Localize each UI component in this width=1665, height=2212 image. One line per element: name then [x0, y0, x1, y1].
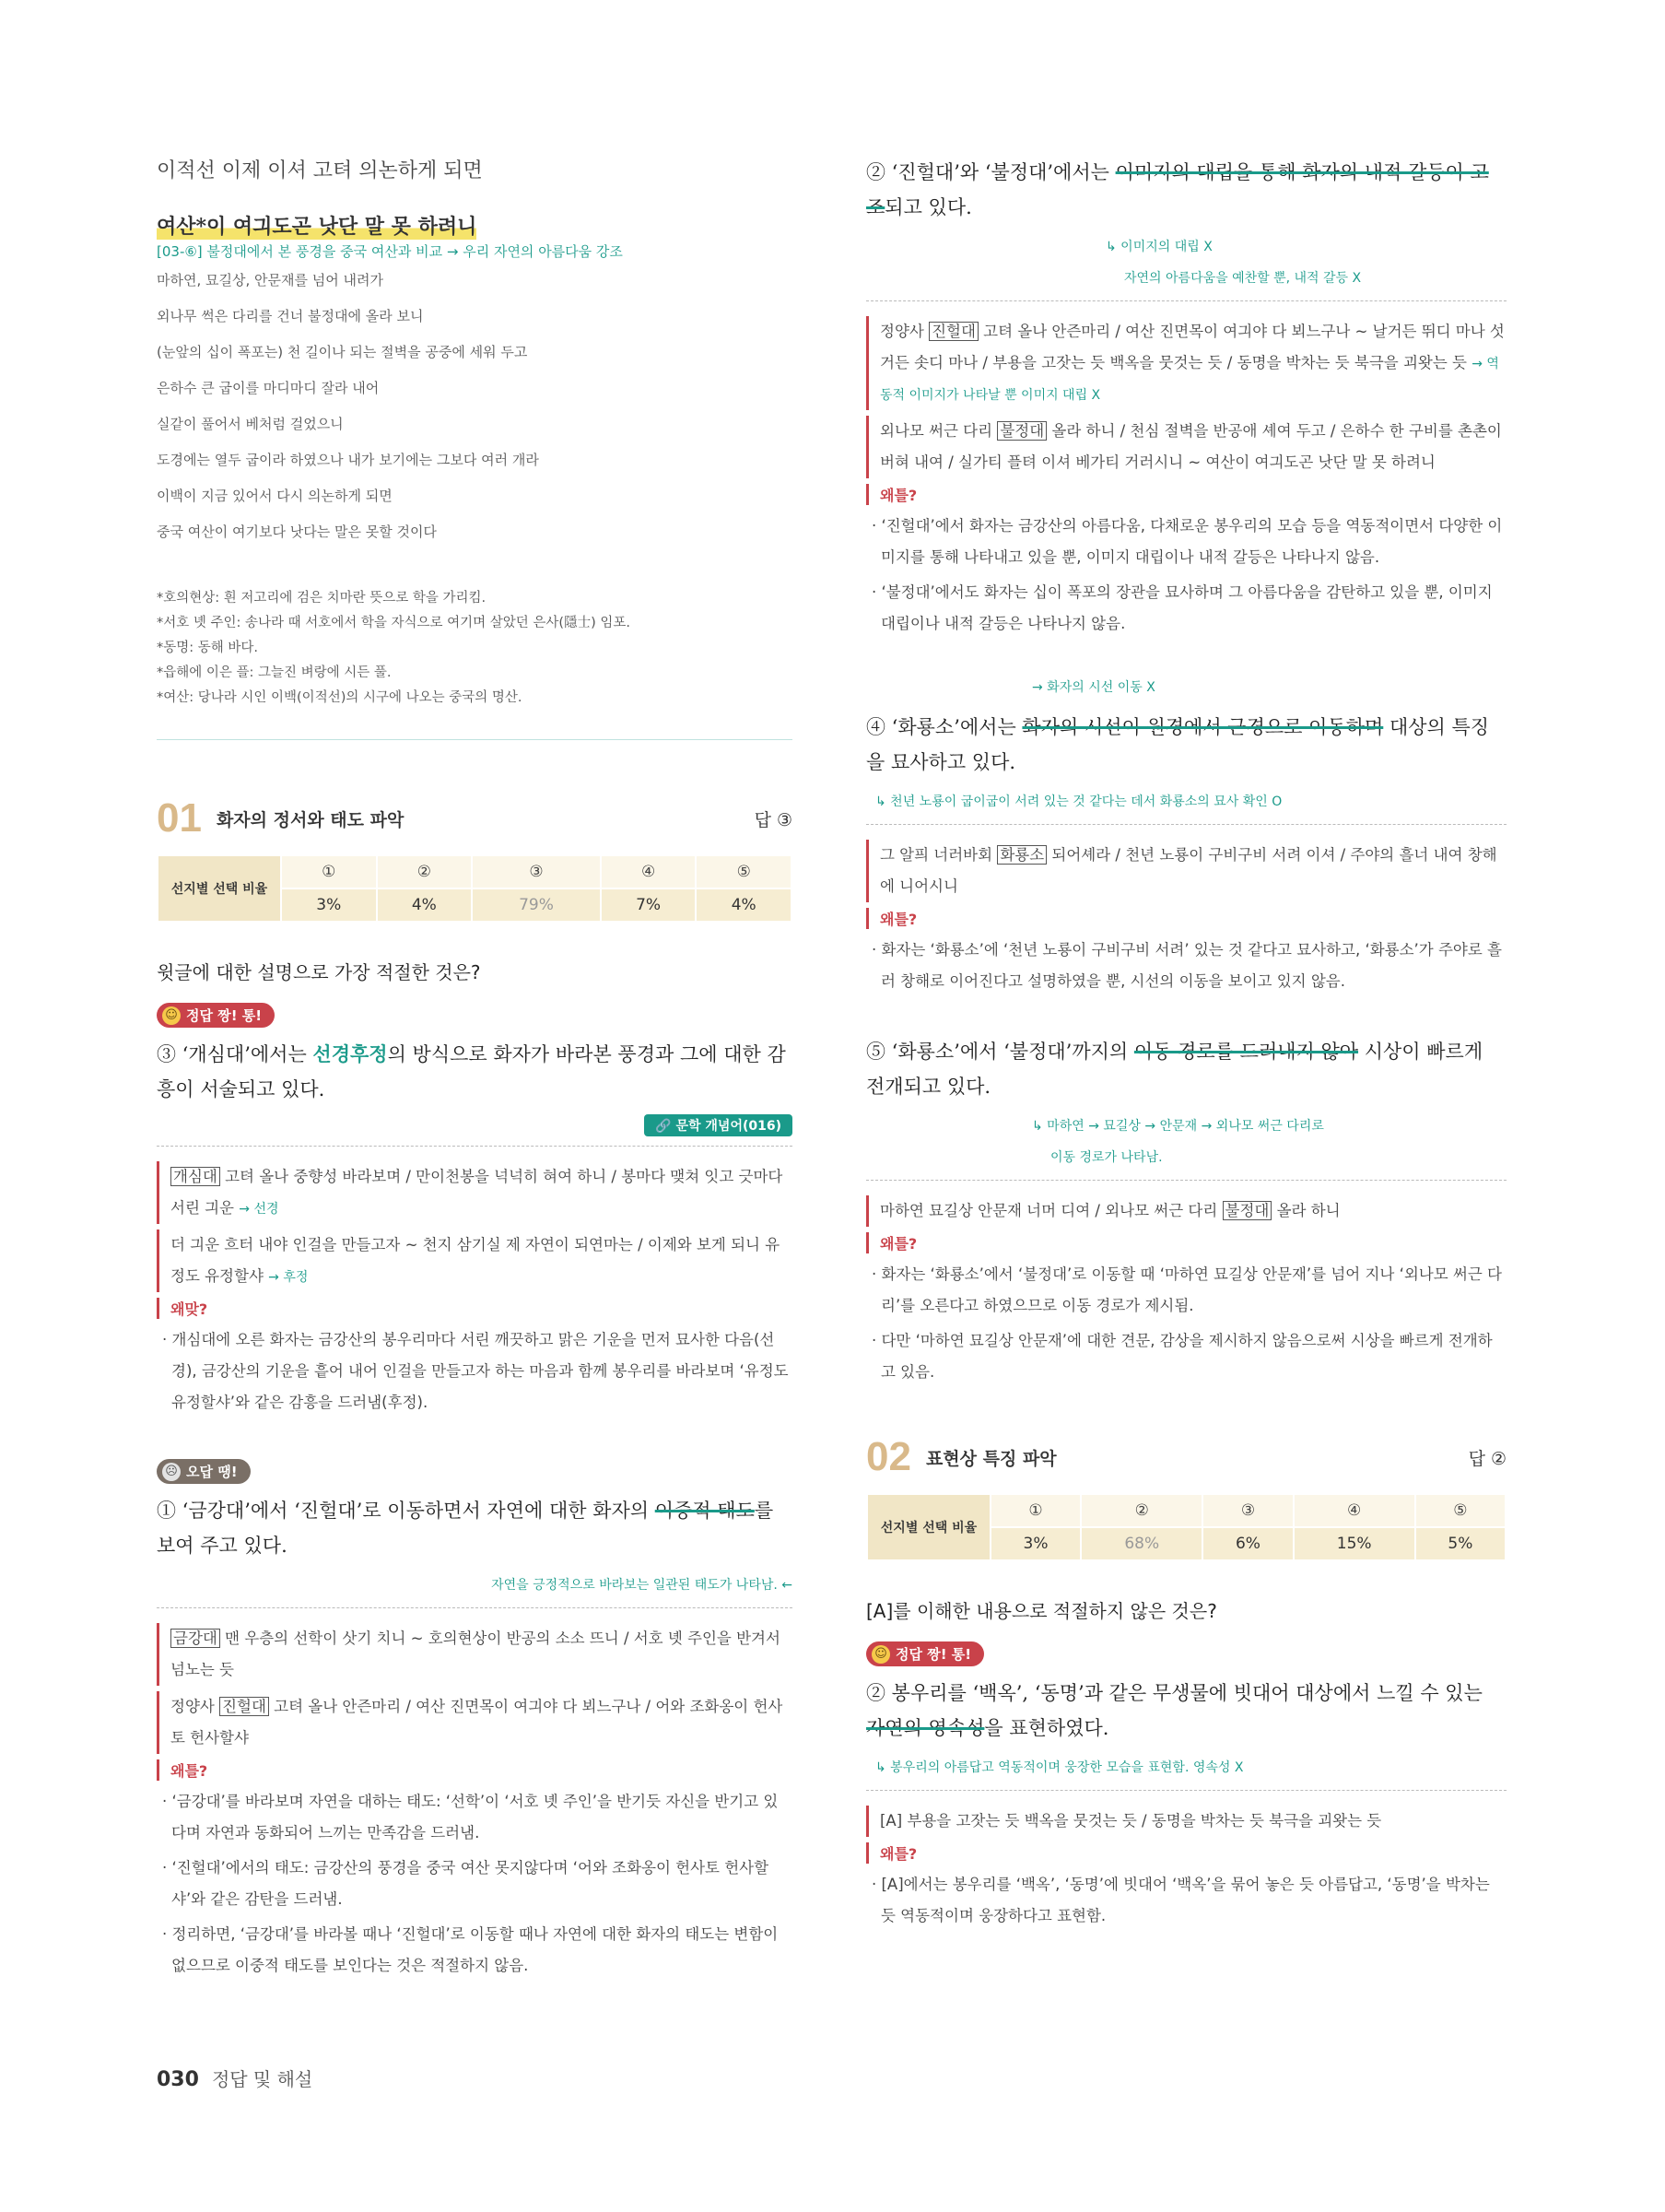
smile-icon: ☺ — [162, 1006, 181, 1025]
why-label: 왜틀? — [157, 1759, 792, 1781]
evidence-line — [866, 316, 1507, 410]
choice-number: ⑤ — [696, 855, 791, 888]
boxed-place: 진헐대 — [929, 322, 979, 341]
poem-translation-line: 은하수 큰 굽이를 마디마디 잘라 내어 — [157, 380, 380, 396]
explanation: · ‘불정대’에서도 화자는 십이 폭포의 장관을 묘사하며 그 아름다움을 감탄하고 있을 뿐, 이미지 대립이나 내적 갈등은 나타나지 않음. — [872, 583, 1493, 632]
poem-note: [03-⑥] 불정대에서 본 풍경을 중국 여산과 비교 → 우리 자연의 아름다움 강조 — [157, 243, 623, 260]
why-label: 왜틀? — [866, 908, 1507, 929]
explanation: · 정리하면, ‘금강대’를 바라볼 때나 ‘진헐대’로 이동할 때나 자연에 대한 화자의 태도는 변함이 없으므로 이중적 태도를 보인다는 것은 적절하지 않음. — [162, 1925, 779, 1974]
choice-number: ④ — [601, 855, 697, 888]
evidence-text: 맨 우층의 선학이 삿기 치니 ~ 호의현상이 반공의 소소 뜨니 / 서호 녯 주인을 반겨서 넘노는 듯 — [170, 1630, 780, 1678]
option-text: 대상의 특징을 묘사하고 있다. — [866, 716, 1490, 773]
left-column — [157, 155, 792, 1985]
question-title: 표현상 특징 파악 — [925, 1448, 1057, 1469]
boxed-place: 금강대 — [170, 1629, 220, 1648]
choice-number: ① — [281, 855, 377, 888]
question-header — [157, 795, 792, 841]
footer-label: 정답 및 해설 — [211, 2068, 313, 2090]
choice-rate-table — [866, 1493, 1507, 1561]
spacer — [157, 1422, 792, 1459]
evidence-text: 정양사 — [170, 1698, 220, 1715]
dashed-divider — [157, 1607, 792, 1608]
question-number: 02 — [866, 1434, 911, 1479]
option-annotation: ↳ 천년 노룡이 굽이굽이 서려 있는 것 같다는 데서 화룡소의 묘사 확인 O — [875, 794, 1283, 809]
option-annotation: ↳ 봉우리의 아름답고 역동적이며 웅장한 모습을 표현함. 영속성 X — [875, 1760, 1244, 1775]
choice-number: ④ — [1294, 1494, 1415, 1527]
evidence-line: [A] 부용을 고잣는 듯 백옥을 뭇것는 듯 / 동명을 박차는 듯 북극을 괴왓는 듯 — [866, 1806, 1507, 1837]
choice-number: ③ — [1202, 1494, 1293, 1527]
dashed-divider — [866, 1790, 1507, 1791]
dashed-divider — [157, 1146, 792, 1147]
why-label: 왜틀? — [866, 1232, 1507, 1253]
footnote: *서호 녯 주인: 송나라 때 서호에서 학을 자식으로 여기며 살았던 은사(隱士) 임포. — [157, 616, 630, 630]
choice-rate: 6% — [1202, 1527, 1293, 1560]
explanation: · 개심대에 오른 화자는 금강산의 봉우리마다 서린 깨끗하고 맑은 기운을 먼저 묘사한 다음(선경), 금강산의 기운을 흩어 내어 인걸을 만들고자 하는 마음과 함께 봉우리를 바라보며 ‘유정도 유정할샤’와 같은 감흥을 드러냄(후정). — [162, 1331, 789, 1411]
evidence-text: 고텨 올나 안즌마리 / 여산 진면목이 여긔야 다 뵈느구나 ~ 날거든 뛰디 마나 섯거든 솟디 마나 / 부용을 고잣는 듯 백옥을 뭇것는 듯 / 동명을 박차는 듯 북극을 괴왓는 듯 — [880, 323, 1505, 371]
struck-phrase: 화자의 시선이 원경에서 근경으로 이동하며 — [1022, 716, 1384, 738]
wrong-badge-label: 오답 땡! — [186, 1464, 238, 1480]
page-number: 030 — [157, 2068, 199, 2091]
explanation: · ‘진헐대’에서의 태도: 금강산의 풍경을 중국 여산 못지않다며 ‘어와 조화옹이 헌사토 헌사할샤’와 같은 감탄을 드러냄. — [162, 1859, 769, 1908]
option-keyword: 선경후정 — [312, 1042, 388, 1065]
right-column — [866, 155, 1507, 1936]
choice-rate: 5% — [1415, 1527, 1506, 1560]
evidence-line — [157, 1691, 792, 1754]
spacer — [866, 1001, 1507, 1025]
choice-rate: 79% — [472, 888, 601, 922]
choice-rate: 3% — [991, 1527, 1081, 1560]
evidence-text: 올라 하니 — [1272, 1202, 1341, 1219]
evidence-line — [866, 840, 1507, 902]
struck-phrase: 이동 경로를 드러내지 않아 — [1133, 1041, 1359, 1063]
footnote: *동명: 동해 바다. — [157, 641, 259, 655]
poem-line: 이적선 이제 이셔 고텨 의논하게 되면 — [157, 159, 483, 182]
boxed-place: 진헐대 — [219, 1697, 269, 1716]
evidence-text: 더 긔운 흐터 내야 인걸을 만들고자 ~ 천지 삼기실 제 자연이 되연마는 / 이제와 보게 되니 유정도 유정할샤 — [170, 1236, 780, 1285]
section-divider — [157, 739, 792, 740]
option-text: ② 봉우리를 ‘백옥’, ‘동명’과 같은 무생물에 빗대어 대상에서 느낄 수 있는 — [866, 1682, 1483, 1704]
explanation: · ‘금강대’를 바라보며 자연을 대하는 태도: ‘선학’이 ‘서호 녯 주인’을 반기듯 자신을 반기고 있다며 자연과 동화되어 느끼는 만족감을 드러냄. — [162, 1793, 779, 1841]
why-label: 왜틀? — [866, 484, 1507, 505]
evidence-text: 되어셰라 / 천년 노룡이 구비구비 서려 이셔 / 주야의 흘너 내여 창해에 니어시니 — [880, 846, 1497, 895]
answer-label: 답 ② — [1468, 1448, 1507, 1469]
evidence-text: 올라 하니 / 천심 절벽을 반공애 셰여 두고 / 은하수 한 구비를 촌촌이 버혀 내여 / 실가티 플텨 이셔 베가티 거러시니 ~ 여산이 여긔도곤 낫단 말 못 하려니 — [880, 422, 1502, 471]
option-annotation: 자연의 아름다움을 예찬할 뿐, 내적 갈등 X — [1124, 271, 1362, 286]
option-text: ③ ‘개심대’에서는 — [157, 1043, 313, 1065]
dashed-divider — [866, 824, 1507, 825]
wrong-option-4 — [866, 710, 1507, 780]
poem-translation-line: 도경에는 열두 굽이라 하였으나 내가 보기에는 그보다 여러 개라 — [157, 452, 539, 468]
concept-tag-label: 문학 개념어(016) — [675, 1119, 781, 1134]
question-title: 화자의 정서와 태도 파악 — [216, 809, 405, 830]
evidence-text: 고텨 올나 안즌마리 / 여산 진면목이 여긔야 다 뵈느구나 / 어와 조화옹이 헌사토 헌사할샤 — [170, 1698, 783, 1747]
answer-label: 답 ③ — [754, 809, 792, 830]
spacer — [866, 643, 1507, 665]
evidence-text: 그 알픠 너러바회 — [880, 846, 998, 864]
correct-option — [157, 1037, 792, 1107]
correct-badge — [157, 1003, 275, 1028]
evidence-tag: → 선경 — [239, 1202, 279, 1217]
poem-highlight-line — [157, 211, 792, 240]
choice-rate: 68% — [1081, 1527, 1202, 1560]
explanation: · [A]에서는 봉우리를 ‘백옥’, ‘동명’에 빗대어 ‘백옥’을 묶어 놓은 듯 아름답고, ‘동명’을 박차는 듯 역동적이며 웅장하다고 표현함. — [872, 1876, 1490, 1924]
boxed-place: 불정대 — [997, 421, 1047, 441]
option-text: 시상이 빠르게 전개되고 있다. — [866, 1041, 1483, 1098]
poem-translation-line: 실같이 풀어서 베처럼 걸었으니 — [157, 416, 344, 432]
choice-rate: 7% — [601, 888, 697, 922]
poem-translation-line: 마하연, 묘길상, 안문재를 넘어 내려가 — [157, 272, 383, 288]
page-footer — [157, 2065, 312, 2091]
correct-badge-label: 정답 짱! 통! — [186, 1007, 263, 1024]
choice-rate: 15% — [1294, 1527, 1415, 1560]
choice-rate-table — [157, 854, 792, 923]
evidence-line — [157, 1161, 792, 1224]
option-annotation: ↳ 이미지의 대립 X — [1106, 240, 1213, 254]
evidence-tag: → 후정 — [268, 1270, 309, 1285]
poem-translation-line: (눈앞의 십이 폭포는) 천 길이나 되는 절벽을 공중에 세워 두고 — [157, 344, 528, 360]
option-text: ② ‘진헐대’와 ‘불정대’에서는 — [866, 161, 1116, 183]
explanation: · ‘진헐대’에서 화자는 금강산의 아름다움, 다채로운 봉우리의 모습 등을 역동적이면서 다양한 이미지를 통해 나타내고 있을 뿐, 이미지 대립이나 내적 갈등은 나타나지 않음. — [872, 517, 1503, 566]
choice-number: ⑤ — [1415, 1494, 1506, 1527]
choice-number: ② — [1081, 1494, 1202, 1527]
concept-tag: 🔗 문학 개념어(016) — [644, 1114, 792, 1136]
evidence-line — [866, 1195, 1507, 1227]
explanation: · 화자는 ‘화룡소’에 ‘천년 노룡이 구비구비 서려’ 있는 것 같다고 묘사하고, ‘화룡소’가 주야로 흘러 창해로 이어진다고 설명하였을 뿐, 시선의 이동을 보이고 있지 않음. — [872, 941, 1502, 990]
choice-rate: 4% — [377, 888, 473, 922]
dashed-divider — [866, 300, 1507, 301]
option-annotation: 이동 경로가 나타남. — [1050, 1150, 1163, 1165]
struck-phrase: 이미지의 대립을 통해 화자의 내적 갈등이 고조 — [866, 161, 1489, 218]
struck-phrase: 이중적 태도 — [654, 1500, 755, 1522]
choice-rate: 4% — [696, 888, 791, 922]
choice-number: ② — [377, 855, 473, 888]
choice-number: ③ — [472, 855, 601, 888]
wrong-option-1 — [157, 1493, 792, 1563]
poem-key-line: 여산*이 여긔도곤 낫단 말 못 하려니 — [157, 211, 476, 240]
correct-badge — [866, 1641, 984, 1666]
explanation: · 화자는 ‘화룡소’에서 ‘불정대’로 이동할 때 ‘마하연 묘길상 안문재’를 넘어 지나 ‘외나모 써근 다리’를 오른다고 하였으므로 이동 경로가 제시됨. — [872, 1265, 1502, 1314]
why-label: 왜맞? — [157, 1298, 792, 1319]
rate-label: 선지별 선택 비율 — [867, 1494, 991, 1560]
question-text: 윗글에 대한 설명으로 가장 적절한 것은? — [157, 961, 481, 983]
wrong-option-2 — [866, 155, 1507, 225]
dashed-divider — [866, 1180, 1507, 1181]
option-annotation: → 화자의 시선 이동 X — [1032, 680, 1155, 695]
question-header — [866, 1434, 1507, 1480]
option-text: 를 보여 주고 있다. — [157, 1500, 774, 1557]
correct-option — [866, 1676, 1507, 1746]
option-text: ④ ‘화룡소’에서는 — [866, 716, 1023, 738]
question-number: 01 — [157, 795, 202, 841]
option-text: ⑤ ‘화룡소’에서 ‘불정대’까지의 — [866, 1041, 1134, 1063]
option-text: 되고 있다. — [885, 196, 972, 218]
option-annotation: ↳ 마하연 → 묘길상 → 안문재 → 외나모 써근 다리로 — [1032, 1119, 1324, 1134]
evidence-text: 마하연 묘길상 안문재 너머 디여 / 외나모 써근 다리 — [880, 1202, 1223, 1219]
rate-label: 선지별 선택 비율 — [158, 855, 281, 922]
question-text: [A]를 이해한 내용으로 적절하지 않은 것은? — [866, 1600, 1217, 1622]
option-annotation: 자연을 긍정적으로 바라보는 일관된 태도가 나타남. ← — [491, 1578, 792, 1593]
boxed-place: 화룡소 — [997, 845, 1047, 865]
why-label: 왜틀? — [866, 1842, 1507, 1864]
evidence-line — [157, 1230, 792, 1292]
sad-face-icon: ☹ — [162, 1463, 181, 1481]
footnote: *호의현상: 흰 저고리에 검은 치마란 뜻으로 학을 가리킴. — [157, 591, 487, 606]
concept-row — [157, 1107, 792, 1136]
choice-rate: 3% — [281, 888, 377, 922]
evidence-text: 정양사 — [880, 323, 930, 340]
footnote: *읍해에 이은 플: 그늘진 벼랑에 시든 풀. — [157, 665, 392, 680]
wrong-option-5 — [866, 1034, 1507, 1104]
choice-number: ① — [991, 1494, 1081, 1527]
struck-phrase: 자연의 영속성 — [866, 1717, 985, 1739]
poem-translation-line: 이백이 지금 있어서 다시 의논하게 되면 — [157, 488, 393, 504]
evidence-text: 고텨 올나 중향성 바라보며 / 만이천봉을 넉넉히 혀여 하니 / 봉마다 맺쳐 잇고 긋마다 서린 긔운 — [170, 1168, 783, 1217]
evidence-line — [157, 1623, 792, 1686]
footnotes — [157, 587, 792, 706]
poem-translation-line: 외나무 썩은 다리를 건너 불정대에 올라 보니 — [157, 308, 424, 324]
footnote: *여산: 당나라 시인 이백(이적선)의 시구에 나오는 중국의 명산. — [157, 690, 522, 705]
wrong-badge — [157, 1459, 251, 1484]
correct-badge-label: 정답 짱! 통! — [896, 1646, 972, 1663]
option-text: 의 방식으로 화자가 바라본 풍경과 그에 대한 감흥이 서술되고 있다. — [157, 1043, 786, 1100]
boxed-place: 개심대 — [170, 1167, 220, 1186]
explanation: · 다만 ‘마하연 묘길상 안문재’에 대한 견문, 감상을 제시하지 않음으로써 시상을 빠르게 전개하고 있음. — [872, 1332, 1493, 1381]
boxed-place: 불정대 — [1223, 1201, 1272, 1220]
smile-icon: ☺ — [872, 1645, 890, 1664]
evidence-line — [866, 416, 1507, 478]
option-text: ① ‘금강대’에서 ‘진헐대’로 이동하면서 자연에 대한 화자의 — [157, 1500, 655, 1522]
poem-translation-line: 중국 여산이 여기보다 낫다는 말은 못할 것이다 — [157, 524, 437, 540]
option-text: 을 표현하였다. — [984, 1717, 1109, 1739]
evidence-text: 외나모 써근 다리 — [880, 422, 998, 440]
evidence-tag: → 역동적 이미지가 나타날 뿐 이미지 대립 X — [880, 357, 1499, 403]
